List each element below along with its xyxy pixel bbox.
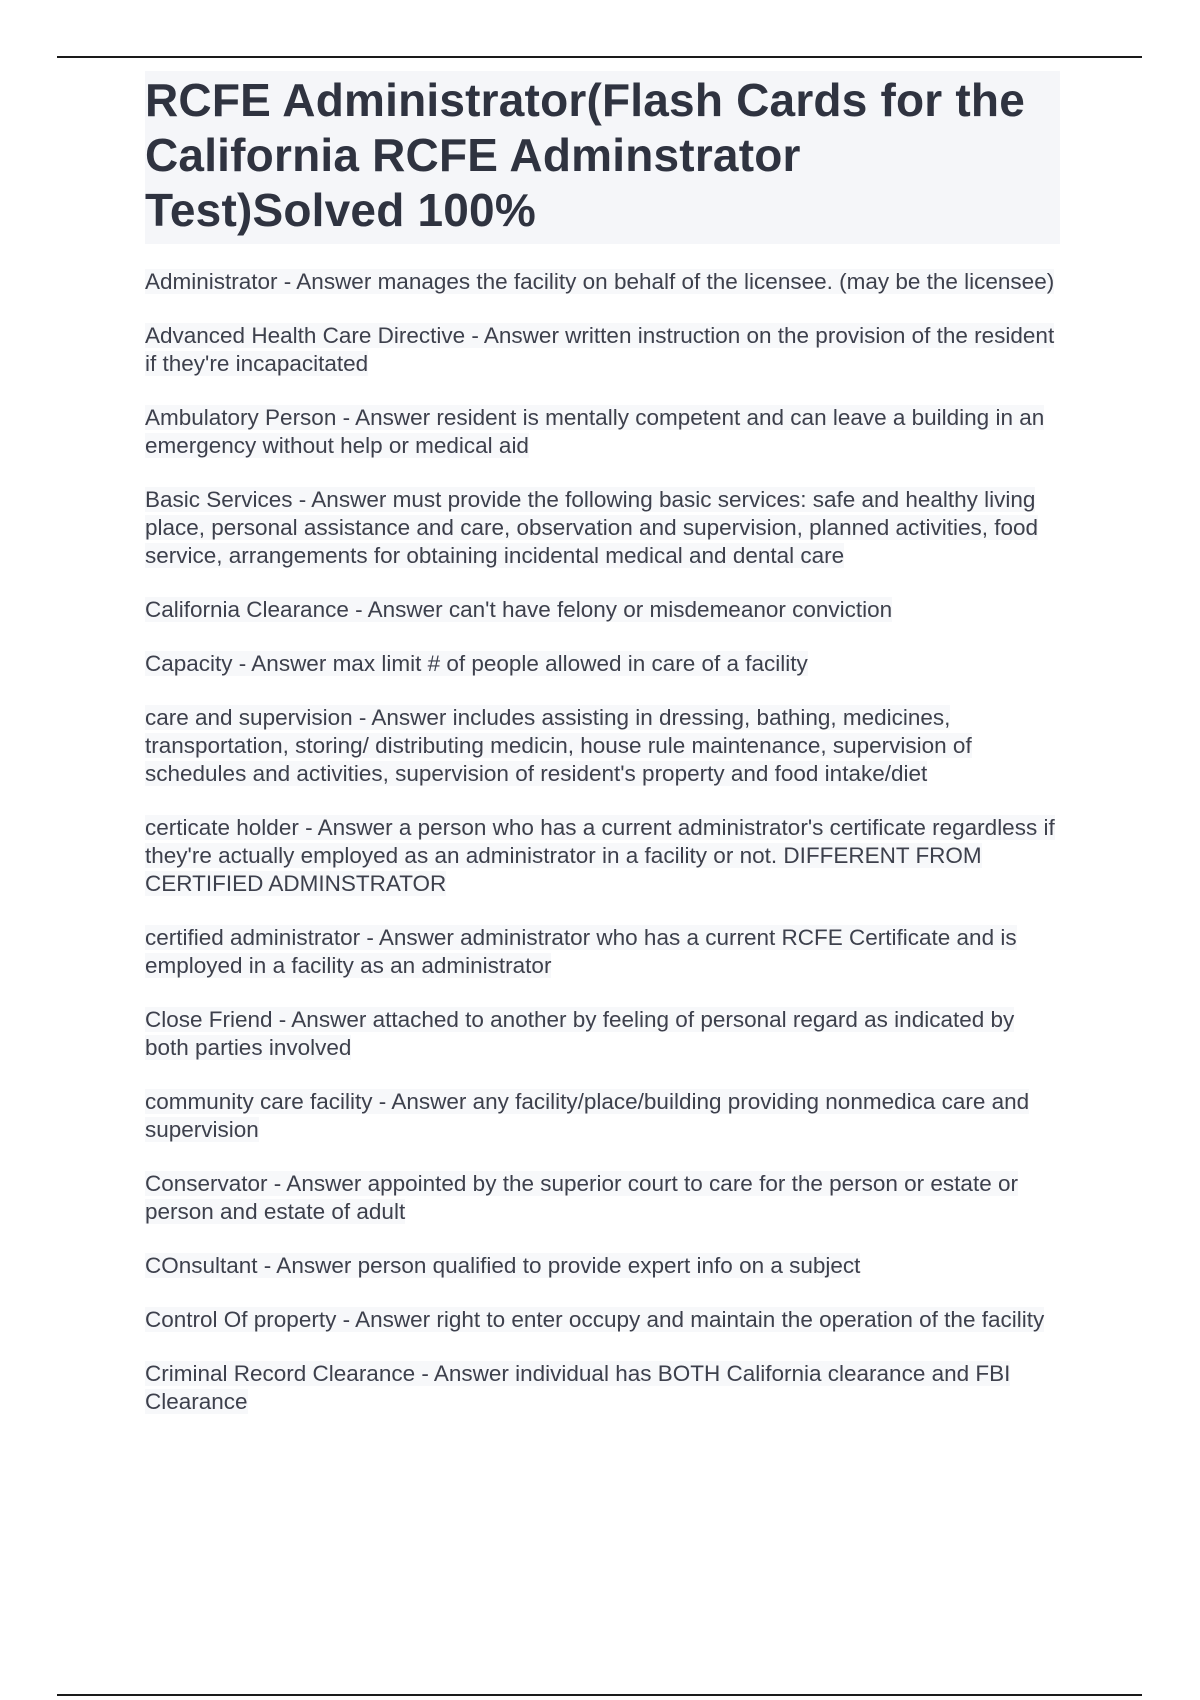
flash-card-text: Administrator - Answer manages the facility on behalf of the licensee. (may be the licensee) — [145, 269, 1055, 294]
flash-card-text: Close Friend - Answer attached to another by feeling of personal regard as indicated by both parties involved — [145, 1007, 1015, 1060]
flash-card — [145, 1306, 1060, 1334]
flash-card-text: Criminal Record Clearance - Answer individual has BOTH California clearance and FBI Clearance — [145, 1361, 1011, 1414]
flash-card-text: community care facility - Answer any facility/place/building providing nonmedica care and supervision — [145, 1089, 1030, 1142]
flash-card-text: care and supervision - Answer includes assisting in dressing, bathing, medicines, transportation, storing/ distributing medicin, house rule maintenance, supervision of schedules and activities, supervision of resident's property and food intake/diet — [145, 705, 972, 786]
flash-card-text: certicate holder - Answer a person who has a current administrator's certificate regardless if they're actually employed as an administrator in a facility or not. DIFFERENT FROM CERTIFIED ADMINSTRATOR — [145, 815, 1055, 896]
document-title: RCFE Administrator(Flash Cards for the California RCFE Adminstrator Test)Solved 100% — [145, 74, 1025, 236]
flash-card-text: certified administrator - Answer administrator who has a current RCFE Certificate and is employed in a facility as an administrator — [145, 925, 1017, 978]
flash-card-text: California Clearance - Answer can't have felony or misdemeanor conviction — [145, 597, 893, 622]
flash-card-text: Control Of property - Answer right to enter occupy and maintain the operation of the facility — [145, 1307, 1045, 1332]
flash-card-text: Conservator - Answer appointed by the superior court to care for the person or estate or person and estate of adult — [145, 1171, 1018, 1224]
flash-card — [145, 1088, 1060, 1144]
flash-card-text: Advanced Health Care Directive - Answer written instruction on the provision of the resident if they're incapacitated — [145, 323, 1055, 376]
flash-card-text: Capacity - Answer max limit # of people allowed in care of a facility — [145, 651, 808, 676]
title-block — [145, 71, 1060, 244]
flash-card — [145, 322, 1060, 378]
flash-card — [145, 596, 1060, 624]
flash-card — [145, 814, 1060, 898]
bottom-rule — [57, 1694, 1142, 1696]
flash-card — [145, 1360, 1060, 1416]
flash-card-text: Ambulatory Person - Answer resident is mentally competent and can leave a building in an emergency without help or medical aid — [145, 405, 1045, 458]
flash-card — [145, 924, 1060, 980]
flash-card — [145, 486, 1060, 570]
flash-card — [145, 650, 1060, 678]
top-rule — [57, 56, 1142, 58]
flash-card — [145, 704, 1060, 788]
flash-card-text: Basic Services - Answer must provide the following basic services: safe and healthy living place, personal assistance and care, observation and supervision, planned activities, food service, arrangements for obtaining incidental medical and dental care — [145, 487, 1039, 568]
flash-card-text: COnsultant - Answer person qualified to provide expert info on a subject — [145, 1253, 861, 1278]
flash-card — [145, 1170, 1060, 1226]
document-page — [145, 71, 1060, 1442]
flash-card — [145, 404, 1060, 460]
flash-card — [145, 1252, 1060, 1280]
flash-card — [145, 268, 1060, 296]
flash-card — [145, 1006, 1060, 1062]
